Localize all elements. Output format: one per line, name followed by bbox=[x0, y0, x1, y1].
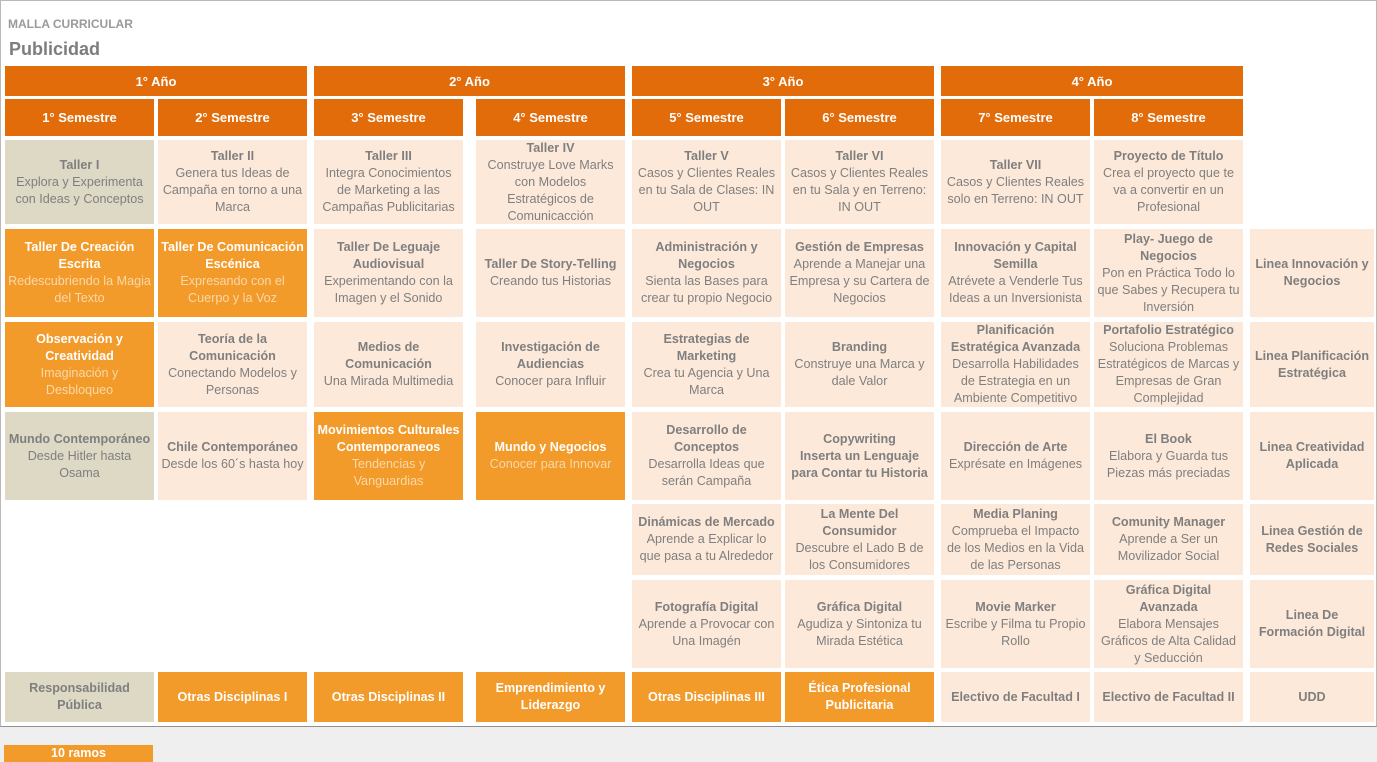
course-title: Teoría de la Comunicación bbox=[189, 331, 276, 363]
course-description: Explora y Experimenta con Ideas y Conceptos bbox=[15, 174, 144, 206]
course-cell bbox=[1094, 672, 1243, 722]
course-description: Construye una Marca y dale Valor bbox=[794, 357, 925, 388]
course-title: Medios de Comunicación bbox=[345, 340, 432, 371]
course-description: Crea el proyecto que te va a convertir en un Profesional bbox=[1103, 166, 1234, 214]
course-cell bbox=[314, 140, 463, 224]
line-cell bbox=[1250, 229, 1374, 317]
semester-header: 3° Semestre bbox=[314, 99, 463, 136]
course-title: Estrategias de Marketing bbox=[663, 331, 750, 363]
course-title: Taller De Leguaje Audiovisual bbox=[336, 240, 441, 271]
course-title: Taller De Story-Telling bbox=[484, 257, 617, 271]
line-cell bbox=[1250, 322, 1374, 407]
course-title: Otras Disciplinas II bbox=[331, 689, 446, 704]
course-description: Redescubriendo la Magia del Texto bbox=[8, 274, 151, 305]
course-title: Mundo y Negocios bbox=[494, 440, 607, 454]
course-cell bbox=[158, 229, 307, 317]
line-cell bbox=[1250, 412, 1374, 500]
course-title: Responsabilidad Pública bbox=[29, 681, 130, 712]
course-title: Taller V bbox=[684, 149, 729, 163]
course-cell bbox=[785, 580, 934, 668]
semester-header: 4° Semestre bbox=[476, 99, 625, 136]
course-title: Electivo de Facultad I bbox=[951, 689, 1080, 704]
course-description: Atrévete a Venderle Tus Ideas a un Inversionista bbox=[948, 274, 1083, 305]
course-description: Pon en Práctica Todo lo que Sabes y Recupera tu Inversión bbox=[1097, 265, 1240, 314]
course-title: Linea Planificación Estratégica bbox=[1254, 348, 1370, 380]
course-description: Integra Conocimientos de Marketing a las Campañas Publicitarias bbox=[322, 166, 455, 214]
course-cell bbox=[1094, 140, 1243, 224]
course-title: Play- Juego de Negocios bbox=[1124, 231, 1213, 263]
course-description: Conectando Modelos y Personas bbox=[168, 365, 297, 397]
semester-header: 5° Semestre bbox=[632, 99, 781, 136]
course-description: Inserta un Lenguaje para Contar tu Historia bbox=[791, 448, 928, 480]
course-title: Linea Creatividad Aplicada bbox=[1259, 440, 1365, 471]
course-title: Dinámicas de Mercado bbox=[638, 515, 775, 529]
semester-header: 2° Semestre bbox=[158, 99, 307, 136]
course-cell bbox=[632, 504, 781, 575]
course-title: Portafolio Estratégico bbox=[1103, 323, 1234, 337]
course-cell bbox=[158, 412, 307, 500]
course-cell bbox=[5, 140, 154, 224]
course-title: Taller De Creación Escrita bbox=[24, 240, 135, 271]
course-description: Crea tu Agencia y Una Marca bbox=[643, 365, 770, 397]
course-description: Casos y Clientes Reales en tu Sala de Clases: IN OUT bbox=[637, 166, 776, 214]
course-cell bbox=[632, 322, 781, 407]
course-description: Desde los 60´s hasta hoy bbox=[161, 457, 304, 471]
course-cell bbox=[476, 672, 625, 722]
semester-header: 8° Semestre bbox=[1094, 99, 1243, 136]
course-title: Taller De Comunicación Escénica bbox=[161, 240, 304, 271]
course-title: Movimientos Culturales Contemporaneos bbox=[317, 423, 460, 454]
course-title: Desarrollo de Conceptos bbox=[666, 423, 747, 454]
course-description: Comprueba el Impacto de los Medios en la Vida de las Personas bbox=[947, 523, 1084, 572]
course-description: Genera tus Ideas de Campaña en torno a una Marca bbox=[162, 166, 303, 214]
course-title: Branding bbox=[831, 340, 888, 354]
course-description: Experimentando con la Imagen y el Sonido bbox=[324, 274, 453, 305]
semester-header: 6° Semestre bbox=[785, 99, 934, 136]
course-cell bbox=[5, 322, 154, 407]
course-cell bbox=[314, 322, 463, 407]
course-title: Linea De Formación Digital bbox=[1258, 608, 1366, 639]
course-title: Administración y Negocios bbox=[655, 240, 758, 271]
course-description: Soluciona Problemas Estratégicos de Marcas y Empresas de Gran Complejidad bbox=[1097, 340, 1240, 405]
course-cell bbox=[785, 504, 934, 575]
course-cell bbox=[1094, 229, 1243, 317]
course-title: Investigación de Audiencias bbox=[501, 340, 600, 371]
course-cell bbox=[941, 580, 1090, 668]
course-title: Movie Marker bbox=[975, 599, 1056, 614]
course-description: Una Mirada Multimedia bbox=[323, 374, 454, 388]
course-title: Taller I bbox=[59, 157, 100, 172]
course-cell bbox=[785, 229, 934, 317]
course-title: Media Planing bbox=[973, 506, 1058, 521]
course-title: Taller VI bbox=[835, 149, 884, 163]
course-title: Observación y Creatividad bbox=[36, 331, 123, 363]
course-description: Desde Hitler hasta Osama bbox=[27, 448, 132, 480]
course-title: Fotografía Digital bbox=[654, 599, 759, 614]
course-cell bbox=[5, 412, 154, 500]
course-description: Casos y Clientes Reales en tu Sala y en Terreno: IN OUT bbox=[790, 166, 929, 214]
course-cell bbox=[632, 412, 781, 500]
course-title: UDD bbox=[1298, 689, 1326, 704]
course-title: Gestión de Empresas bbox=[795, 240, 924, 254]
year-header: 3° Año bbox=[632, 66, 934, 96]
line-cell bbox=[1250, 580, 1374, 668]
course-cell bbox=[785, 140, 934, 224]
course-title: Ética Profesional Publicitaria bbox=[808, 681, 911, 712]
course-title: Innovación y Capital Semilla bbox=[954, 240, 1077, 271]
course-title: Electivo de Facultad II bbox=[1102, 689, 1235, 704]
course-cell bbox=[158, 140, 307, 224]
course-description: Aprende a Explicar lo que pasa a tu Alrededor bbox=[639, 532, 774, 563]
course-title: Taller III bbox=[365, 149, 412, 163]
course-description: Imaginación y Desbloqueo bbox=[40, 365, 119, 397]
course-cell bbox=[941, 322, 1090, 407]
course-cell bbox=[5, 672, 154, 722]
course-cell bbox=[1094, 322, 1243, 407]
course-title: Taller IV bbox=[526, 140, 575, 155]
course-cell bbox=[314, 672, 463, 722]
course-description: Casos y Clientes Reales solo en Terreno: IN OUT bbox=[946, 174, 1085, 206]
course-description: Conocer para Innovar bbox=[489, 457, 612, 471]
course-cell bbox=[941, 672, 1090, 722]
course-description: Aprende a Manejar una Empresa y su Cartera de Negocios bbox=[789, 257, 930, 305]
course-cell bbox=[1094, 504, 1243, 575]
course-cell bbox=[1094, 580, 1243, 668]
course-title: Otras Disciplinas I bbox=[177, 689, 288, 704]
course-cell bbox=[1094, 412, 1243, 500]
course-title: Gráfica Digital bbox=[816, 599, 903, 614]
course-description: Aprende a Provocar con Una Imagén bbox=[638, 616, 775, 648]
course-cell bbox=[941, 504, 1090, 575]
page-title: Publicidad bbox=[9, 39, 101, 59]
course-cell bbox=[476, 140, 625, 224]
course-cell bbox=[785, 322, 934, 407]
course-cell bbox=[785, 412, 934, 500]
course-title: Chile Contemporáneo bbox=[167, 440, 298, 454]
course-description: Escribe y Filma tu Propio Rollo bbox=[945, 616, 1086, 648]
course-description: Conocer para Influir bbox=[495, 374, 606, 388]
course-description: Descubre el Lado B de los Consumidores bbox=[795, 540, 924, 572]
course-description: Agudiza y Sintoniza tu Mirada Estética bbox=[797, 616, 922, 648]
course-cell bbox=[476, 412, 625, 500]
course-cell bbox=[314, 229, 463, 317]
line-cell bbox=[1250, 672, 1374, 722]
course-cell bbox=[632, 140, 781, 224]
course-title: Taller VII bbox=[989, 157, 1042, 172]
course-description: Desarrolla Ideas que serán Campaña bbox=[648, 457, 765, 488]
course-title: Mundo Contemporáneo bbox=[8, 431, 151, 446]
course-title: Taller II bbox=[210, 149, 255, 163]
course-description: Desarrolla Habilidades de Estrategia en un Ambiente Competitivo bbox=[952, 357, 1079, 405]
footer-strip bbox=[0, 727, 1377, 762]
course-cell bbox=[632, 580, 781, 668]
course-description: Tendencias y Vanguardias bbox=[351, 457, 426, 488]
course-title: Gráfica Digital Avanzada bbox=[1125, 582, 1212, 614]
semester-header: 7° Semestre bbox=[941, 99, 1090, 136]
course-description: Creando tus Historias bbox=[489, 274, 612, 288]
course-cell bbox=[476, 229, 625, 317]
course-description: Elabora y Guarda tus Piezas más preciadas bbox=[1106, 448, 1231, 480]
course-cell bbox=[5, 229, 154, 317]
course-description: Construye Love Marks con Modelos Estratégicos de Comunicacción bbox=[487, 157, 614, 223]
course-title: Linea Gestión de Redes Sociales bbox=[1261, 523, 1363, 555]
course-count-badge: 10 ramos bbox=[4, 745, 153, 762]
course-cell bbox=[785, 672, 934, 722]
course-cell bbox=[941, 140, 1090, 224]
year-header: 4° Año bbox=[941, 66, 1243, 96]
course-cell bbox=[941, 229, 1090, 317]
course-title: Proyecto de Título bbox=[1113, 149, 1224, 163]
course-description: Elabora Mensajes Gráficos de Alta Calidad y Seducción bbox=[1100, 616, 1237, 665]
course-cell bbox=[632, 229, 781, 317]
course-cell bbox=[941, 412, 1090, 500]
year-header: 1° Año bbox=[5, 66, 307, 96]
course-description: Expresando con el Cuerpo y la Voz bbox=[180, 274, 285, 305]
course-description: Exprésate en Imágenes bbox=[948, 457, 1082, 471]
course-title: Emprendimiento y Liderazgo bbox=[495, 681, 606, 712]
course-title: Linea Innovación y Negocios bbox=[1255, 257, 1369, 288]
semester-header: 1° Semestre bbox=[5, 99, 154, 136]
course-cell bbox=[314, 412, 463, 500]
course-title: El Book bbox=[1145, 431, 1192, 446]
course-cell bbox=[632, 672, 781, 722]
course-title: Comunity Manager bbox=[1111, 515, 1226, 529]
course-title: Planificación Estratégica Avanzada bbox=[950, 323, 1081, 354]
course-title: Otras Disciplinas III bbox=[648, 689, 765, 704]
year-header: 2° Año bbox=[314, 66, 625, 96]
course-cell bbox=[476, 322, 625, 407]
course-title: Dirección de Arte bbox=[963, 440, 1068, 454]
course-title: Copywriting bbox=[823, 431, 896, 446]
course-description: Sienta las Bases para crear tu propio Negocio bbox=[641, 274, 772, 305]
course-cell bbox=[158, 672, 307, 722]
page-subtitle: MALLA CURRICULAR bbox=[8, 17, 133, 31]
course-cell bbox=[158, 322, 307, 407]
course-title: La Mente Del Consumidor bbox=[820, 506, 899, 538]
course-description: Aprende a Ser un Movilizador Social bbox=[1117, 532, 1220, 563]
line-cell bbox=[1250, 504, 1374, 575]
